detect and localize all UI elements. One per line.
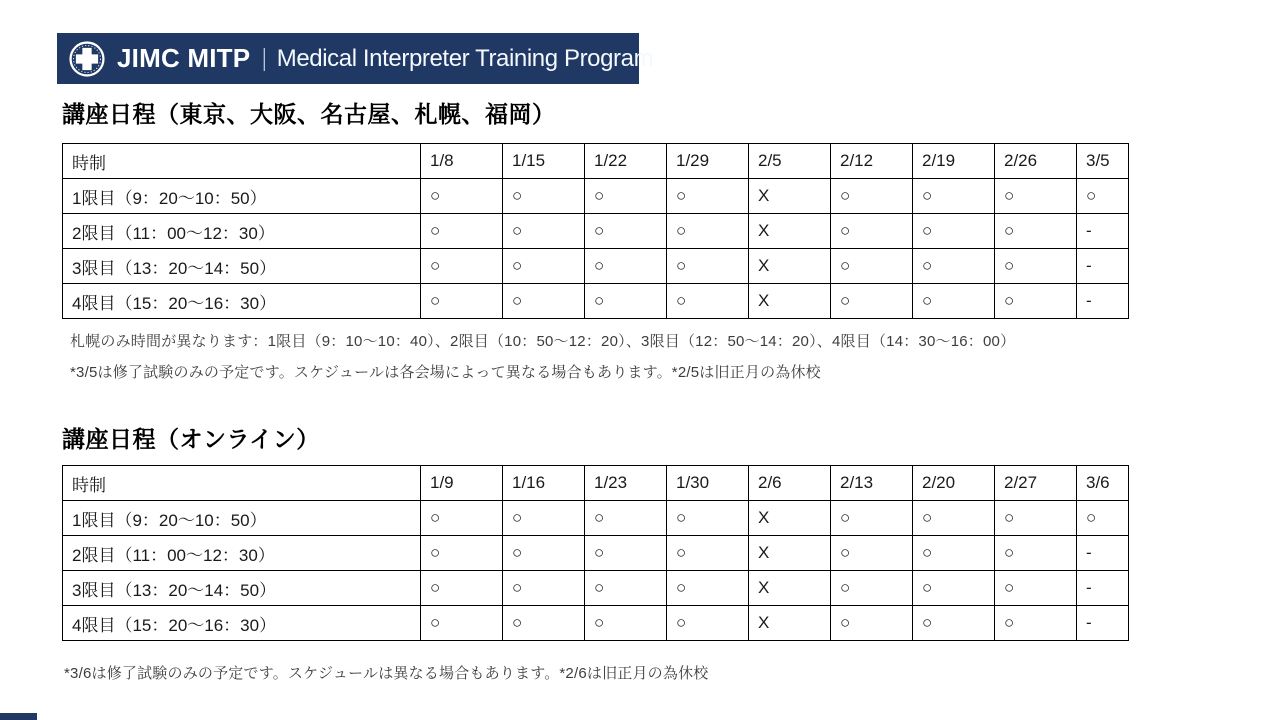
date-column-header: 1/15 [503, 144, 585, 179]
banner-title-main: JIMC MITP [117, 43, 251, 73]
note-online-exam: *3/6は修了試験のみの予定です。スケジュールは異なる場合もあります。*2/6は旧正月の為休校 [64, 665, 709, 682]
schedule-cell-open: ○ [503, 606, 585, 641]
schedule-cell-open: ○ [913, 571, 995, 606]
schedule-cell-closed: X [749, 571, 831, 606]
schedule-cell-none: - [1077, 606, 1129, 641]
schedule-cell-open: ○ [831, 214, 913, 249]
date-column-header: 2/19 [913, 144, 995, 179]
schedule-cell-open: ○ [585, 249, 667, 284]
date-column-header: 1/23 [585, 466, 667, 501]
time-slot-label: 3限目（13：20～14：50） [63, 249, 421, 284]
date-column-header: 2/20 [913, 466, 995, 501]
note-venues-exam: *3/5は修了試験のみの予定です。スケジュールは各会場によって異なる場合もあります。*2/5は旧正月の為休校 [70, 364, 821, 381]
schedule-cell-open: ○ [421, 284, 503, 319]
schedule-row [63, 284, 1129, 319]
schedule-cell-open: ○ [503, 214, 585, 249]
schedule-cell-open: ○ [995, 536, 1077, 571]
schedule-cell-open: ○ [995, 571, 1077, 606]
schedule-cell-closed: X [749, 249, 831, 284]
schedule-cell-open: ○ [1077, 501, 1129, 536]
schedule-cell-open: ○ [503, 571, 585, 606]
schedule-row [63, 606, 1129, 641]
schedule-cell-open: ○ [585, 606, 667, 641]
schedule-cell-open: ○ [831, 606, 913, 641]
schedule-cell-open: ○ [421, 571, 503, 606]
schedule-cell-open: ○ [503, 536, 585, 571]
schedule-table-online [62, 465, 1129, 641]
date-column-header: 2/13 [831, 466, 913, 501]
schedule-cell-open: ○ [831, 179, 913, 214]
date-column-header: 2/12 [831, 144, 913, 179]
schedule-cell-open: ○ [421, 501, 503, 536]
schedule-table-venues [62, 143, 1129, 319]
schedule-cell-open: ○ [421, 606, 503, 641]
banner-title-sub: Medical Interpreter Training Program [276, 44, 654, 72]
schedule-cell-open: ○ [503, 179, 585, 214]
schedule-cell-open: ○ [585, 284, 667, 319]
date-column-header: 3/6 [1077, 466, 1129, 501]
schedule-cell-open: ○ [995, 249, 1077, 284]
schedule-cell-none: - [1077, 214, 1129, 249]
schedule-cell-closed: X [749, 179, 831, 214]
section-title-venues: 講座日程（東京、大阪、名古屋、札幌、福岡） [62, 101, 556, 127]
schedule-cell-open: ○ [995, 501, 1077, 536]
section-title-online: 講座日程（オンライン） [62, 426, 320, 452]
note-sapporo-times: 札幌のみ時間が異なります：1限目（9：10～10：40）、2限目（10：50～12：20）、3限目（12：50～14：20）、4限目（14：30～16：00） [70, 333, 1016, 350]
schedule-cell-none: - [1077, 571, 1129, 606]
schedule-cell-open: ○ [421, 536, 503, 571]
schedule-cell-open: ○ [503, 284, 585, 319]
date-column-header: 1/30 [667, 466, 749, 501]
date-column-header: 2/27 [995, 466, 1077, 501]
schedule-cell-open: ○ [503, 249, 585, 284]
schedule-cell-open: ○ [585, 179, 667, 214]
schedule-row [63, 536, 1129, 571]
date-column-header: 3/5 [1077, 144, 1129, 179]
program-banner [57, 33, 654, 84]
schedule-cell-open: ○ [421, 249, 503, 284]
date-column-header: 1/29 [667, 144, 749, 179]
date-column-header: 2/5 [749, 144, 831, 179]
schedule-cell-none: - [1077, 536, 1129, 571]
schedule-cell-open: ○ [585, 501, 667, 536]
date-column-header: 1/9 [421, 466, 503, 501]
header-row [63, 466, 1129, 501]
schedule-cell-open: ○ [913, 536, 995, 571]
schedule-cell-open: ○ [585, 536, 667, 571]
schedule-cell-open: ○ [995, 179, 1077, 214]
schedule-cell-open: ○ [667, 284, 749, 319]
schedule-cell-open: ○ [1077, 179, 1129, 214]
date-column-header: 1/22 [585, 144, 667, 179]
schedule-cell-closed: X [749, 284, 831, 319]
date-column-header: 2/6 [749, 466, 831, 501]
schedule-row [63, 571, 1129, 606]
schedule-cell-open: ○ [667, 214, 749, 249]
schedule-cell-open: ○ [831, 571, 913, 606]
time-slot-label: 2限目（11：00～12：30） [63, 214, 421, 249]
schedule-cell-open: ○ [667, 501, 749, 536]
header-row [63, 144, 1129, 179]
schedule-cell-closed: X [749, 214, 831, 249]
schedule-row [63, 249, 1129, 284]
schedule-cell-none: - [1077, 249, 1129, 284]
banner-separator: | [262, 44, 267, 72]
time-slot-column-header: 時制 [63, 466, 421, 501]
time-slot-label: 2限目（11：00～12：30） [63, 536, 421, 571]
schedule-cell-closed: X [749, 606, 831, 641]
date-column-header: 1/8 [421, 144, 503, 179]
schedule-cell-open: ○ [831, 501, 913, 536]
schedule-cell-open: ○ [995, 606, 1077, 641]
schedule-cell-open: ○ [913, 214, 995, 249]
time-slot-label: 3限目（13：20～14：50） [63, 571, 421, 606]
schedule-cell-open: ○ [585, 214, 667, 249]
schedule-row [63, 501, 1129, 536]
schedule-cell-open: ○ [913, 249, 995, 284]
schedule-cell-open: ○ [831, 249, 913, 284]
schedule-cell-none: - [1077, 284, 1129, 319]
schedule-cell-open: ○ [913, 606, 995, 641]
medical-cross-icon [68, 40, 106, 78]
schedule-cell-open: ○ [503, 501, 585, 536]
schedule-cell-open: ○ [667, 606, 749, 641]
time-slot-label: 1限目（9：20～10：50） [63, 179, 421, 214]
schedule-cell-open: ○ [421, 214, 503, 249]
schedule-cell-open: ○ [913, 179, 995, 214]
schedule-cell-closed: X [749, 536, 831, 571]
time-slot-column-header: 時制 [63, 144, 421, 179]
schedule-cell-open: ○ [421, 179, 503, 214]
schedule-cell-open: ○ [667, 249, 749, 284]
schedule-cell-open: ○ [831, 536, 913, 571]
schedule-cell-open: ○ [913, 284, 995, 319]
schedule-cell-open: ○ [667, 536, 749, 571]
schedule-cell-open: ○ [585, 571, 667, 606]
schedule-cell-open: ○ [667, 179, 749, 214]
schedule-cell-closed: X [749, 501, 831, 536]
schedule-cell-open: ○ [667, 571, 749, 606]
corner-accent-bar [0, 713, 37, 720]
schedule-cell-open: ○ [913, 501, 995, 536]
time-slot-label: 4限目（15：20～16：30） [63, 284, 421, 319]
schedule-cell-open: ○ [995, 284, 1077, 319]
date-column-header: 1/16 [503, 466, 585, 501]
schedule-row [63, 214, 1129, 249]
date-column-header: 2/26 [995, 144, 1077, 179]
schedule-row [63, 179, 1129, 214]
schedule-cell-open: ○ [831, 284, 913, 319]
time-slot-label: 4限目（15：20～16：30） [63, 606, 421, 641]
schedule-cell-open: ○ [995, 214, 1077, 249]
time-slot-label: 1限目（9：20～10：50） [63, 501, 421, 536]
